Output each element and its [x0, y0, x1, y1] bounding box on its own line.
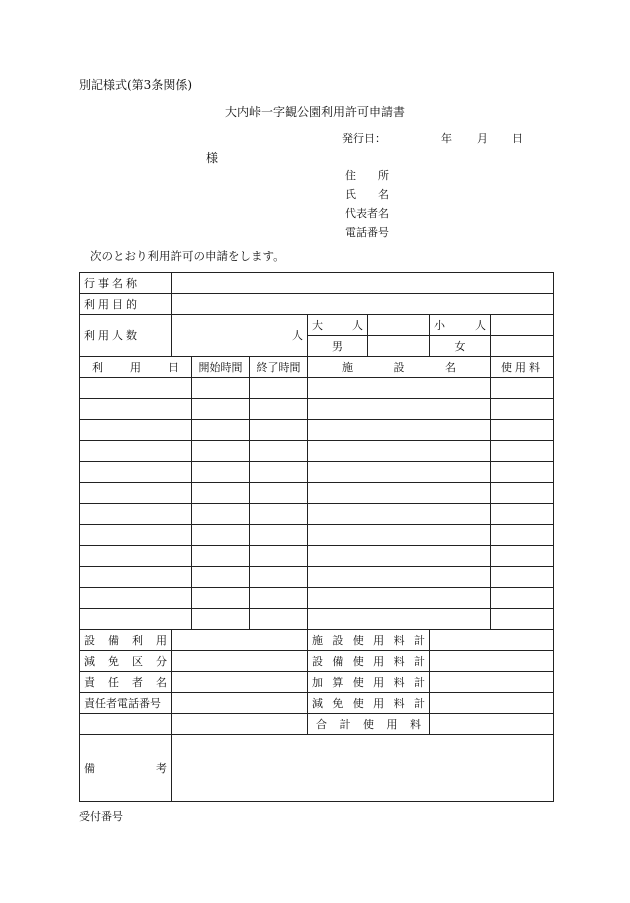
event-name-label: 行事名称 [80, 273, 172, 294]
end-time-cell[interactable] [250, 420, 308, 441]
schedule-row [80, 588, 554, 609]
start-time-cell[interactable] [192, 609, 250, 630]
male-count-field[interactable] [368, 336, 430, 357]
facility-cell[interactable] [308, 420, 491, 441]
issue-month-label: 月 [477, 132, 488, 145]
date-cell[interactable] [80, 567, 192, 588]
start-time-cell[interactable] [192, 399, 250, 420]
schedule-row [80, 546, 554, 567]
date-cell[interactable] [80, 462, 192, 483]
date-cell[interactable] [80, 504, 192, 525]
col-header-date: 利 用 日 [80, 357, 192, 378]
reduction-category-label: 減 免 区 分 [80, 651, 172, 672]
col-header-end-time: 終了時間 [250, 357, 308, 378]
fee-cell[interactable] [491, 567, 554, 588]
start-time-cell[interactable] [192, 504, 250, 525]
facility-cell[interactable] [308, 609, 491, 630]
child-label: 小 人 [430, 315, 491, 336]
facility-cell[interactable] [308, 504, 491, 525]
start-time-cell[interactable] [192, 525, 250, 546]
person-unit: 人 [292, 329, 303, 342]
facility-cell[interactable] [308, 567, 491, 588]
start-time-cell[interactable] [192, 378, 250, 399]
facility-cell[interactable] [308, 546, 491, 567]
fee-cell[interactable] [491, 378, 554, 399]
end-time-cell[interactable] [250, 546, 308, 567]
start-time-cell[interactable] [192, 567, 250, 588]
grand-total-label: 合 計 使 用 料 [308, 714, 430, 735]
col-header-start-time: 開始時間 [192, 357, 250, 378]
start-time-cell[interactable] [192, 441, 250, 462]
end-time-cell[interactable] [250, 609, 308, 630]
end-time-cell[interactable] [250, 588, 308, 609]
schedule-row [80, 483, 554, 504]
issue-date-label: 発行日： [342, 132, 386, 145]
fee-cell[interactable] [491, 462, 554, 483]
start-time-cell[interactable] [192, 483, 250, 504]
adult-label: 大 人 [308, 315, 368, 336]
schedule-row [80, 462, 554, 483]
start-time-cell[interactable] [192, 420, 250, 441]
schedule-row [80, 420, 554, 441]
responsible-person-field[interactable] [172, 672, 308, 693]
equipment-fee-total-field[interactable] [430, 651, 554, 672]
blank-label-cell [80, 714, 172, 735]
facility-cell[interactable] [308, 483, 491, 504]
adult-count-field[interactable] [368, 315, 430, 336]
remarks-field[interactable] [172, 735, 554, 802]
users-count-label: 利用人数 [80, 315, 172, 357]
fee-cell[interactable] [491, 483, 554, 504]
reduction-total-field[interactable] [430, 693, 554, 714]
male-label: 男 [308, 336, 368, 357]
end-time-cell[interactable] [250, 504, 308, 525]
end-time-cell[interactable] [250, 378, 308, 399]
fee-cell[interactable] [491, 588, 554, 609]
female-count-field[interactable] [491, 336, 554, 357]
applicant-phone-label: 電話番号 [345, 226, 389, 239]
end-time-cell[interactable] [250, 567, 308, 588]
users-count-field[interactable] [172, 315, 308, 357]
date-cell[interactable] [80, 420, 192, 441]
fee-cell[interactable] [491, 399, 554, 420]
schedule-row [80, 378, 554, 399]
facility-cell[interactable] [308, 399, 491, 420]
applicant-representative-label: 代表者名 [345, 207, 389, 220]
date-cell[interactable] [80, 483, 192, 504]
schedule-row [80, 567, 554, 588]
fee-cell[interactable] [491, 609, 554, 630]
applicant-name-label: 氏 名 [345, 188, 389, 201]
responsible-person-label: 責 任 者 名 [80, 672, 172, 693]
surcharge-total-label: 加 算 使 用 料 計 [308, 672, 430, 693]
fee-cell[interactable] [491, 546, 554, 567]
date-cell[interactable] [80, 378, 192, 399]
reduction-total-label: 減 免 使 用 料 計 [308, 693, 430, 714]
facility-cell[interactable] [308, 525, 491, 546]
schedule-row [80, 525, 554, 546]
equipment-use-label: 設 備 利 用 [80, 630, 172, 651]
blank-field-cell[interactable] [172, 714, 308, 735]
schedule-row [80, 609, 554, 630]
applicant-address-label: 住 所 [345, 169, 389, 182]
event-name-field[interactable] [172, 273, 554, 294]
end-time-cell[interactable] [250, 399, 308, 420]
receipt-number-label: 受付番号 [79, 810, 123, 823]
facility-fee-total-field[interactable] [430, 630, 554, 651]
facility-cell[interactable] [308, 588, 491, 609]
schedule-row [80, 399, 554, 420]
schedule-row [80, 504, 554, 525]
grand-total-field[interactable] [430, 714, 554, 735]
date-cell[interactable] [80, 546, 192, 567]
facility-cell[interactable] [308, 462, 491, 483]
responsible-phone-label: 責任者電話番号 [80, 693, 172, 714]
schedule-row [80, 441, 554, 462]
date-cell[interactable] [80, 399, 192, 420]
female-label: 女 [430, 336, 491, 357]
application-table [79, 272, 554, 802]
date-cell[interactable] [80, 525, 192, 546]
start-time-cell[interactable] [192, 462, 250, 483]
end-time-cell[interactable] [250, 462, 308, 483]
start-time-cell[interactable] [192, 588, 250, 609]
equipment-use-field[interactable] [172, 630, 308, 651]
end-time-cell[interactable] [250, 483, 308, 504]
purpose-label: 利用目的 [80, 294, 172, 315]
surcharge-total-field[interactable] [430, 672, 554, 693]
form-reference: 別記様式(第3条関係) [79, 78, 192, 92]
responsible-phone-field[interactable] [172, 693, 308, 714]
remarks-label: 備 考 [80, 735, 172, 802]
date-cell[interactable] [80, 609, 192, 630]
fee-cell[interactable] [491, 525, 554, 546]
intro-text: 次のとおり利用許可の申請をします。 [90, 249, 285, 263]
facility-cell[interactable] [308, 441, 491, 462]
purpose-field[interactable] [172, 294, 554, 315]
document-title: 大内峠一字観公園利用許可申請書 [224, 105, 405, 119]
fee-cell[interactable] [491, 504, 554, 525]
facility-fee-total-label: 施 設 使 用 料 計 [308, 630, 430, 651]
facility-cell[interactable] [308, 378, 491, 399]
reduction-category-field[interactable] [172, 651, 308, 672]
equipment-fee-total-label: 設 備 使 用 料 計 [308, 651, 430, 672]
date-cell[interactable] [80, 588, 192, 609]
addressee-suffix: 様 [206, 151, 219, 165]
fee-cell[interactable] [491, 420, 554, 441]
start-time-cell[interactable] [192, 546, 250, 567]
col-header-facility: 施 設 名 [308, 357, 491, 378]
col-header-fee: 使用料 [491, 357, 554, 378]
end-time-cell[interactable] [250, 441, 308, 462]
fee-cell[interactable] [491, 441, 554, 462]
issue-year-label: 年 [441, 132, 452, 145]
issue-day-label: 日 [512, 132, 523, 145]
end-time-cell[interactable] [250, 525, 308, 546]
child-count-field[interactable] [491, 315, 554, 336]
date-cell[interactable] [80, 441, 192, 462]
